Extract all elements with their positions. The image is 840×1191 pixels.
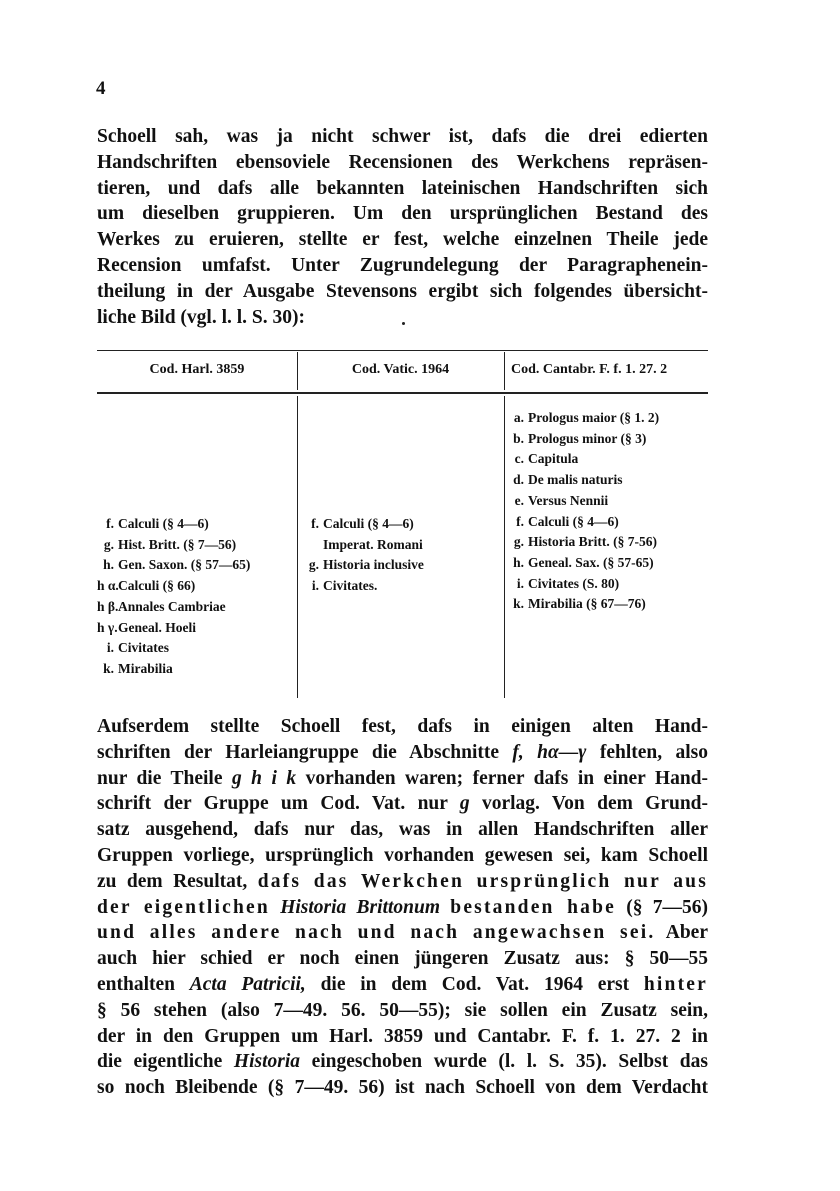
text-run: vorlag. Von dem Grund-	[469, 793, 709, 815]
item-label: i.	[106, 640, 114, 656]
item-text: Calculi (§ 4—6)	[528, 513, 619, 529]
text-run: fehlten, also	[586, 741, 709, 763]
item-text: Civitates.	[323, 578, 378, 594]
item-text: Calculi (§ 4—6)	[323, 516, 414, 531]
column-divider	[504, 352, 505, 390]
table-top-rule	[97, 350, 708, 351]
text-line: tieren, und dafs alle bekannten lateinischen Handschriften sich	[97, 177, 708, 199]
item-text: Historia inclusive	[323, 557, 424, 573]
list-item	[97, 638, 297, 659]
page-number: 4	[96, 78, 106, 99]
table-header-rule	[97, 392, 708, 394]
text-line: theilung in der Ausgabe Stevensons ergibt sich folgendes übersicht-	[97, 280, 708, 302]
text-line	[97, 972, 708, 998]
header-vatic: Cod. Vatic. 1964	[351, 362, 450, 377]
item-label: d.	[513, 472, 524, 488]
text-line	[97, 920, 708, 946]
spaced-run: dafs das Werkchen ursprünglich nur aus	[257, 870, 708, 892]
text-line	[97, 791, 708, 817]
text-line: Aufserdem stellte Schoell fest, dafs in einigen alten Hand-	[97, 716, 708, 737]
item-label: g.	[308, 557, 319, 573]
list-item	[512, 553, 708, 574]
item-text: Mirabilia	[118, 660, 173, 676]
column-divider	[297, 396, 298, 698]
item-text: Civitates (S. 80)	[528, 575, 620, 591]
list-item	[512, 574, 708, 595]
text-line: Schoell sah, was ja nicht schwer ist, dafs die drei edierten	[97, 126, 708, 147]
spaced-run: hinter	[643, 973, 708, 995]
list-item	[512, 491, 708, 512]
list-item	[97, 618, 297, 639]
item-label: i.	[516, 575, 524, 591]
item-text: Imperat. Romani	[323, 536, 423, 552]
text-line	[97, 869, 708, 895]
text-line: § 56 stehen (also 7—49. 56. 50—55); sie sollen ein Zusatz sein,	[97, 999, 708, 1021]
column-cantabr	[512, 408, 708, 615]
paragraph-main	[97, 714, 708, 1101]
list-item	[307, 535, 502, 556]
list-item	[307, 514, 502, 535]
item-label: f.	[311, 516, 319, 531]
item-label	[307, 535, 323, 556]
item-text: Calculi (§ 66)	[118, 578, 196, 594]
text-line	[97, 766, 708, 792]
text-line: satz ausgehend, dafs nur das, was in allen Handschriften aller	[97, 819, 708, 841]
text-line: Gruppen vorliege, ursprünglich vorhanden gewesen sei, kam Schoell	[97, 844, 708, 866]
text-line: um dieselben gruppieren. Um den ursprünglichen Bestand des	[97, 203, 708, 225]
text-line: Werkes zu eruieren, stellte er fest, welche einzelnen Theile jede	[97, 229, 708, 251]
italic-run: Acta Patricii,	[189, 973, 306, 995]
text-run: enthalten	[97, 973, 190, 995]
item-text: Geneal. Hoeli	[118, 619, 196, 635]
item-text: Gen. Saxon. (§ 57—65)	[118, 557, 251, 573]
item-label: h α.	[97, 578, 119, 594]
italic-run: Historia	[233, 1051, 301, 1073]
text-line	[97, 1049, 708, 1075]
list-item	[512, 532, 708, 553]
item-text: Prologus minor (§ 3)	[528, 430, 647, 446]
list-item	[97, 659, 297, 680]
item-label: h.	[103, 557, 114, 573]
text-run: vorhanden waren; ferner dafs in einer Hand-	[296, 767, 709, 789]
text-run: nur die Theile	[97, 767, 232, 789]
text-line: Handschriften ebensoviele Recensionen des Werkchens repräsen-	[97, 151, 708, 173]
text-line: Recension umfafst. Unter Zugrundelegung der Paragraphenein-	[97, 254, 708, 276]
column-harl	[97, 514, 297, 680]
text-line: so noch Bleibende (§ 7—49. 56) ist nach Schoell von dem Verdacht	[97, 1077, 708, 1099]
text-line	[97, 740, 708, 766]
list-item	[97, 576, 297, 597]
item-text: Annales Cambriae	[118, 598, 226, 614]
text-line: der in den Gruppen um Harl. 3859 und Cantabr. F. f. 1. 27. 2 in	[97, 1025, 708, 1047]
text-line	[97, 895, 708, 921]
list-item	[307, 555, 502, 576]
column-divider	[504, 396, 505, 698]
item-text: Capitula	[528, 451, 579, 467]
list-item	[97, 555, 297, 576]
item-text: Mirabilia (§ 67—76)	[528, 596, 646, 612]
text-line: liche Bild (vgl. l. l. S. 30):	[97, 306, 306, 328]
item-text: Hist. Britt. (§ 7—56)	[118, 536, 237, 552]
item-text: Civitates	[118, 640, 169, 656]
spaced-run: der eigentlichen	[97, 896, 270, 918]
item-label: e.	[514, 492, 524, 508]
spaced-run: bestanden habe	[450, 896, 616, 918]
text-line: auch hier schied er noch einen jüngeren Zusatz aus: § 50—55	[97, 948, 708, 970]
list-item	[512, 594, 708, 615]
text-run: Aber	[665, 922, 708, 944]
stray-dot	[402, 322, 405, 325]
list-item	[512, 470, 708, 491]
item-label: i.	[311, 578, 319, 594]
spaced-run: und alles andere nach und nach angewachsen sei.	[97, 922, 656, 944]
text-run: schriften der Harleiangruppe die Abschnitte	[97, 741, 513, 763]
italic-run: g	[459, 793, 470, 815]
text-run: zu dem Resultat,	[97, 870, 258, 892]
item-label: k.	[103, 660, 114, 676]
text-run: die eigentliche	[97, 1051, 234, 1073]
item-label: g.	[103, 536, 114, 552]
item-label: h γ.	[97, 619, 118, 635]
text-run: eingeschoben wurde (l. l. S. 35). Selbst das	[300, 1051, 708, 1073]
column-vatic	[307, 514, 502, 597]
header-cantabr: Cod. Cantabr. F. f. 1. 27. 2	[511, 362, 668, 377]
item-text: Historia Britt. (§ 7-56)	[528, 534, 657, 550]
item-text: Versus Nennii	[528, 492, 609, 508]
item-label: h.	[513, 554, 524, 570]
item-text: De malis naturis	[528, 472, 623, 488]
item-text: Geneal. Sax. (§ 57-65)	[528, 554, 654, 570]
item-text: Prologus maior (§ 1. 2)	[528, 410, 660, 425]
text-run: die in dem Cod. Vat. 1964 erst	[305, 973, 644, 995]
italic-run: g h i k	[231, 767, 297, 789]
italic-run: f, hα—γ	[512, 741, 587, 763]
header-harl: Cod. Harl. 3859	[149, 362, 245, 377]
item-label: c.	[514, 451, 524, 467]
list-item	[97, 535, 297, 556]
list-item	[512, 512, 708, 533]
list-item	[307, 576, 502, 597]
list-item	[97, 597, 297, 618]
item-text: Calculi (§ 4—6)	[118, 516, 209, 531]
manuscript-table	[97, 350, 708, 698]
paragraph-intro	[97, 124, 708, 330]
text-run: schrift der Gruppe um Cod. Vat. nur	[97, 793, 460, 815]
item-label: f.	[516, 513, 524, 529]
list-item	[512, 449, 708, 470]
item-label: f.	[106, 516, 114, 531]
italic-run: Historia Brittonum	[280, 896, 441, 918]
list-item	[97, 514, 297, 535]
item-label: h β.	[97, 598, 119, 614]
item-label: k.	[513, 596, 524, 612]
item-label: a.	[513, 410, 524, 425]
list-item	[512, 429, 708, 450]
item-label: g.	[513, 534, 524, 550]
list-item	[512, 408, 708, 429]
item-label: b.	[513, 430, 524, 446]
text-run: (§ 7—56)	[626, 896, 708, 918]
